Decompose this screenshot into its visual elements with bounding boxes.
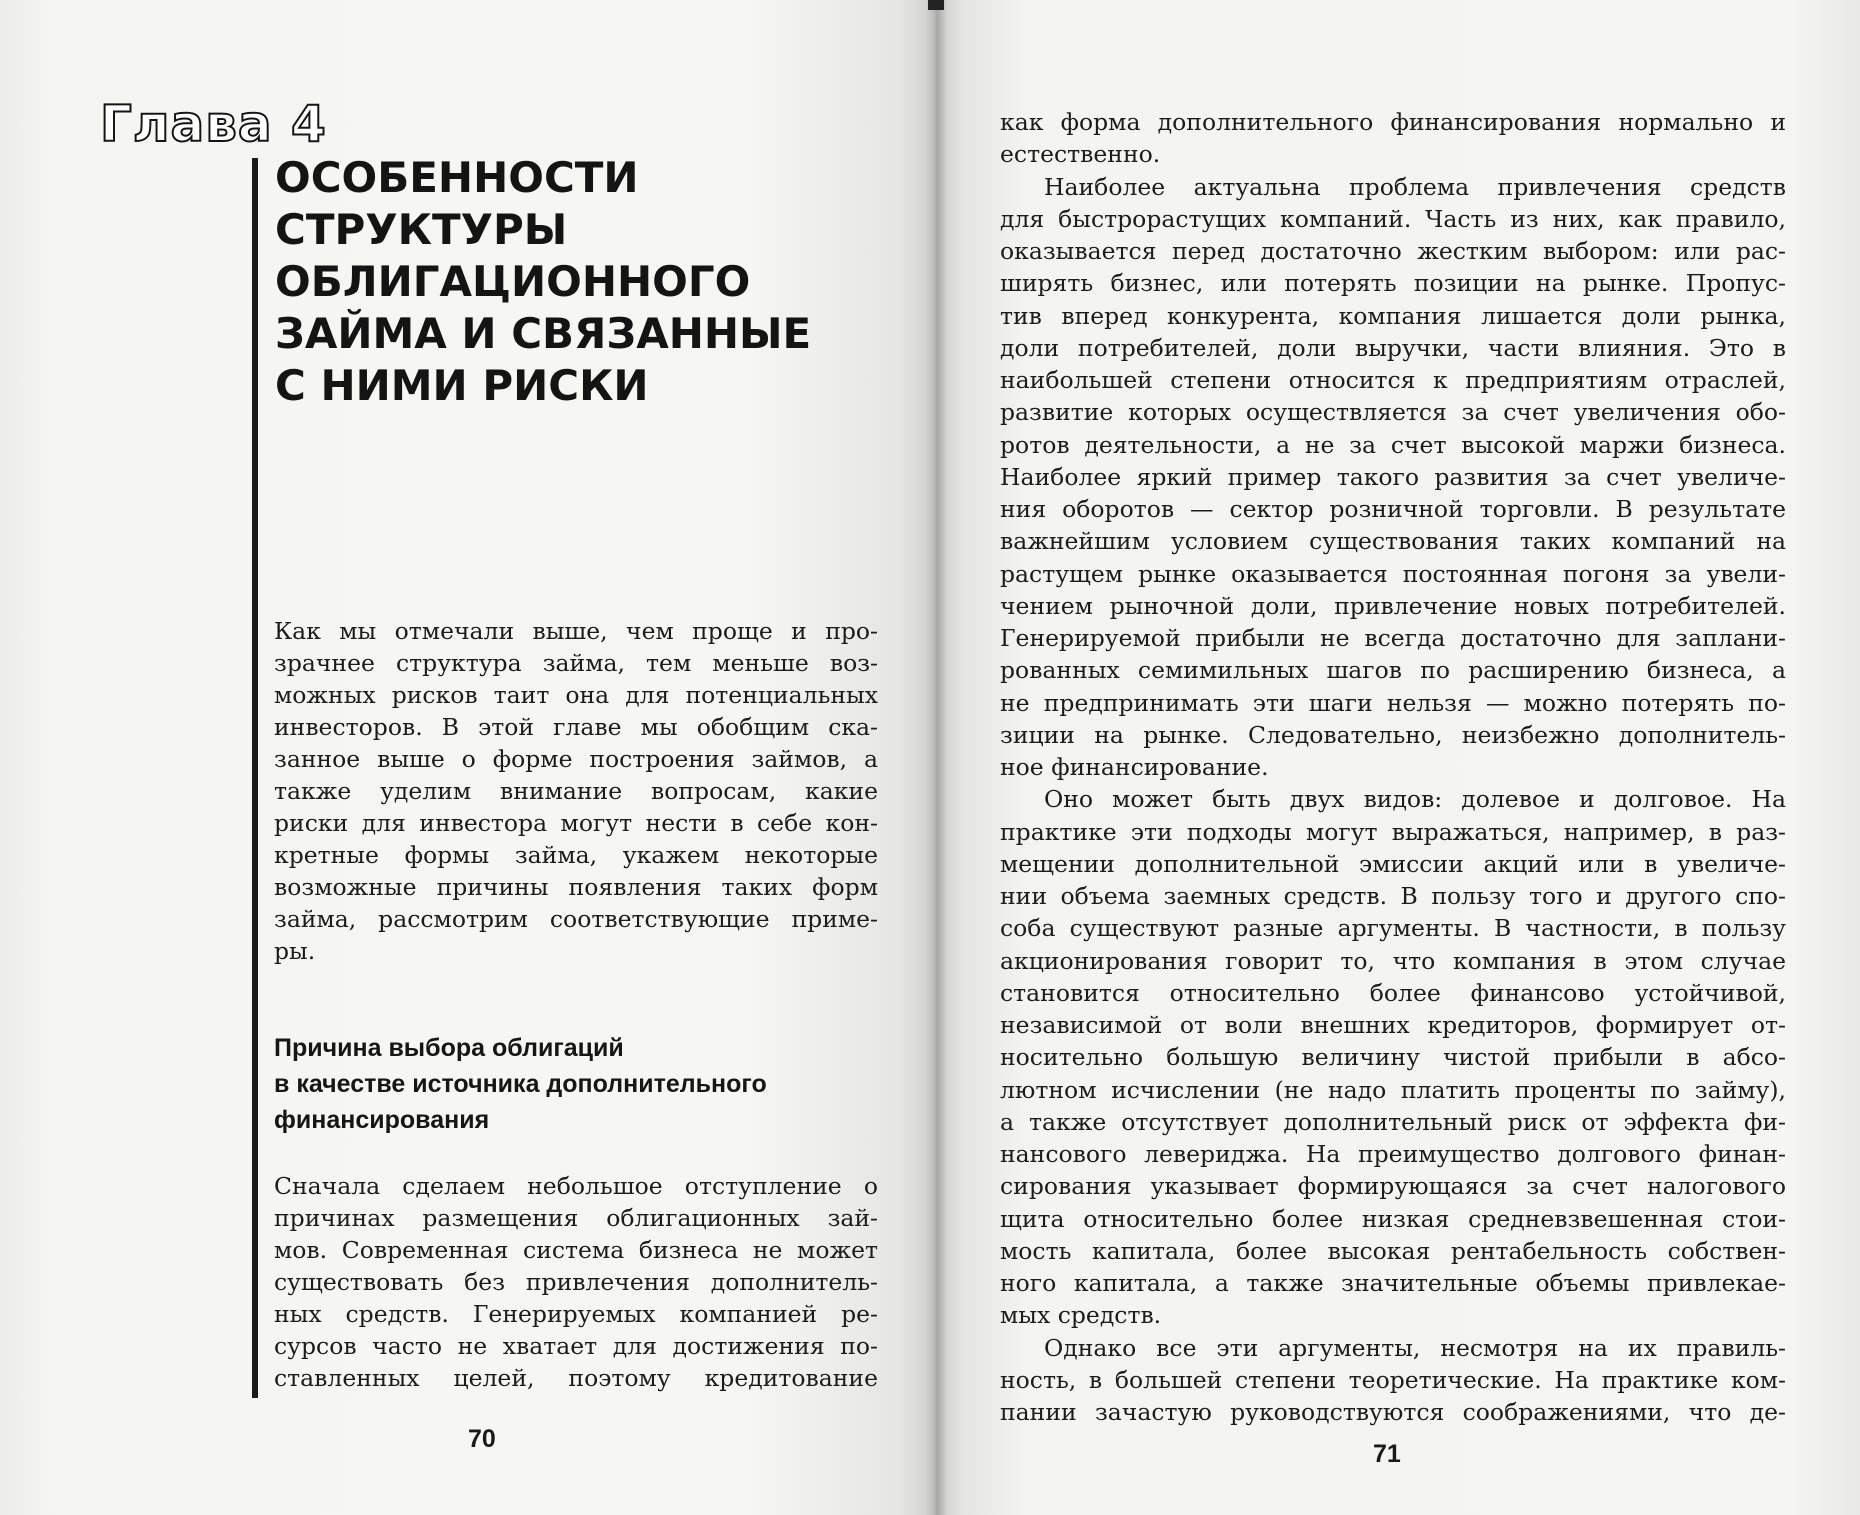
text-line: Генерируемой прибыли не всегда достаточно для заплани- <box>1000 624 1786 652</box>
page-number: 70 <box>468 1425 496 1453</box>
text-line: растущем рынке оказывается постоянная погоня за увели- <box>1000 559 1786 588</box>
section-heading-line: в качестве источника дополнительного <box>274 1070 767 1098</box>
intro-paragraph <box>274 615 878 967</box>
text-line: мость капитала, более высокая рентабельность собствен- <box>1000 1236 1786 1265</box>
section-heading-line: Причина выбора облигаций <box>274 1034 624 1062</box>
spine-edge <box>928 0 944 10</box>
text-line: зрачнее структура займа, тем меньше воз- <box>274 649 878 677</box>
text-line: ротов деятельности, а не за счет высокой маржи бизнеса. <box>1000 430 1786 459</box>
text-line: Сначала сделаем небольшое отступление о <box>274 1172 878 1200</box>
text-line: оказывается перед достаточно жестким выбором: или рас- <box>1000 237 1786 265</box>
text-line: ставленных целей, поэтому кредитование <box>274 1364 878 1392</box>
text-line: доли потребителей, доли выручки, части влияния. Это в <box>1000 333 1786 362</box>
text-line: ры. <box>274 937 316 965</box>
text-line: сурсов часто не хватает для достижения по- <box>274 1332 878 1360</box>
text-line: ширять бизнес, или потерять позиции на рынке. Пропус- <box>1000 269 1786 298</box>
text-line: наибольшей степени относится к предприятиям отраслей, <box>1000 366 1786 394</box>
text-line: тив вперед конкурента, компания лишается доли рынка, <box>1000 301 1786 330</box>
text-line: акционирования говорит то, что компания в этом случае <box>1000 946 1786 975</box>
text-line: не предпринимать эти шаги нельзя — можно потерять по- <box>1000 688 1786 717</box>
text-line: также уделим внимание вопросам, какие <box>274 777 878 805</box>
text-line: Как мы отмечали выше, чем проще и про- <box>274 617 878 645</box>
chapter-title-line: СТРУКТУРЫ <box>275 205 568 254</box>
chapter-title <box>275 152 835 412</box>
chapter-title-line: ОСОБЕННОСТИ <box>275 153 639 202</box>
text-line: займа, рассмотрим соответствующие приме- <box>274 905 878 933</box>
text-line: занное выше о форме построения займов, а <box>274 745 878 773</box>
page-number: 71 <box>1373 1440 1401 1468</box>
text-line: чением рыночной доли, привлечение новых потребителей. <box>1000 591 1786 620</box>
chapter-title-rule <box>252 158 258 1398</box>
section-paragraph <box>274 1170 878 1394</box>
text-line: щита относительно более низкая средневзвешенная стои- <box>1000 1204 1786 1233</box>
text-line: ных средств. Генерируемых компанией ре- <box>274 1300 878 1328</box>
text-line: нансового левериджа. На преимущество долгового финан- <box>1000 1140 1786 1168</box>
text-line: носительно большую величину чистой прибыли в абсо- <box>1000 1043 1786 1072</box>
chapter-title-line: ОБЛИГАЦИОННОГО <box>275 257 751 306</box>
section-heading <box>274 1030 874 1138</box>
text-line: важнейшим условием существования таких компаний на <box>1000 527 1786 556</box>
chapter-title-line: С НИМИ РИСКИ <box>275 361 649 410</box>
text-line: независимой от воли внешних кредиторов, формирует от- <box>1000 1011 1786 1039</box>
text-line: а также отсутствует дополнительный риск от эффекта фи- <box>1000 1107 1786 1136</box>
text-line: для быстрорастущих компаний. Часть из них, как правило, <box>1000 204 1786 233</box>
text-line: инвесторов. В этой главе мы обобщим ска- <box>274 713 878 741</box>
text-line: причинах размещения облигационных зай- <box>274 1204 878 1232</box>
text-line: кретные формы займа, укажем некоторые <box>274 841 878 869</box>
book-gutter <box>925 0 947 1515</box>
text-line: мещении дополнительной эмиссии акций или в увеличе- <box>1000 849 1786 878</box>
text-line: нии объема заемных средств. В пользу того и другого спо- <box>1000 882 1786 910</box>
text-line: сирования указывает формирующаяся за счет налогового <box>1000 1172 1786 1201</box>
text-line: становится относительно более финансово устойчивой, <box>1000 978 1786 1007</box>
text-line: ность, в большей степени теоретические. На практике ком- <box>1000 1365 1786 1394</box>
text-line: развитие которых осуществляется за счет увеличения обо- <box>1000 398 1786 427</box>
text-line: практике эти подходы могут выражаться, например, в раз- <box>1000 817 1786 846</box>
text-line: можных рисков таит она для потенциальных <box>274 681 878 709</box>
text-line: естественно. <box>1000 140 1161 169</box>
chapter-title-line: ЗАЙМА И СВЯЗАННЫЕ <box>275 309 812 358</box>
text-line: Наиболее яркий пример такого развития за счет увеличе- <box>1000 462 1786 491</box>
text-line: мых средств. <box>1000 1301 1162 1330</box>
text-line: рованных семимильных шагов по расширению бизнеса, а <box>1000 656 1786 685</box>
text-line: ния оборотов — сектор розничной торговли. В результате <box>1000 495 1786 523</box>
text-line: пании зачастую руководствуются соображениями, что де- <box>1000 1398 1786 1426</box>
text-line: существовать без привлечения дополнитель- <box>274 1268 878 1296</box>
text-line: риски для инвестора могут нести в себе кон- <box>274 809 878 837</box>
text-line: Оно может быть двух видов: долевое и долговое. На <box>1044 785 1786 814</box>
chapter-label: Глава 4 <box>100 95 327 153</box>
text-line: зиции на рынке. Следовательно, неизбежно дополнитель- <box>1000 720 1786 749</box>
text-line: Однако все эти аргументы, несмотря на их правиль- <box>1044 1333 1786 1362</box>
text-line: ное финансирование. <box>1000 753 1269 781</box>
text-line: Наиболее актуальна проблема привлечения средств <box>1044 172 1786 201</box>
text-line: как форма дополнительного финансирования нормально и <box>1000 108 1786 136</box>
text-line: соба существуют разные аргументы. В частности, в пользу <box>1000 914 1786 943</box>
text-line: лютном исчислении (не надо платить проценты по займу), <box>1000 1075 1786 1104</box>
section-heading-line: финансирования <box>274 1106 490 1134</box>
text-line: возможные причины появления таких форм <box>274 873 878 901</box>
text-line: ного капитала, а также значительные объемы привлекае- <box>1000 1269 1786 1297</box>
text-line: мов. Современная система бизнеса не может <box>274 1236 878 1264</box>
right-page-text <box>1000 106 1786 1428</box>
